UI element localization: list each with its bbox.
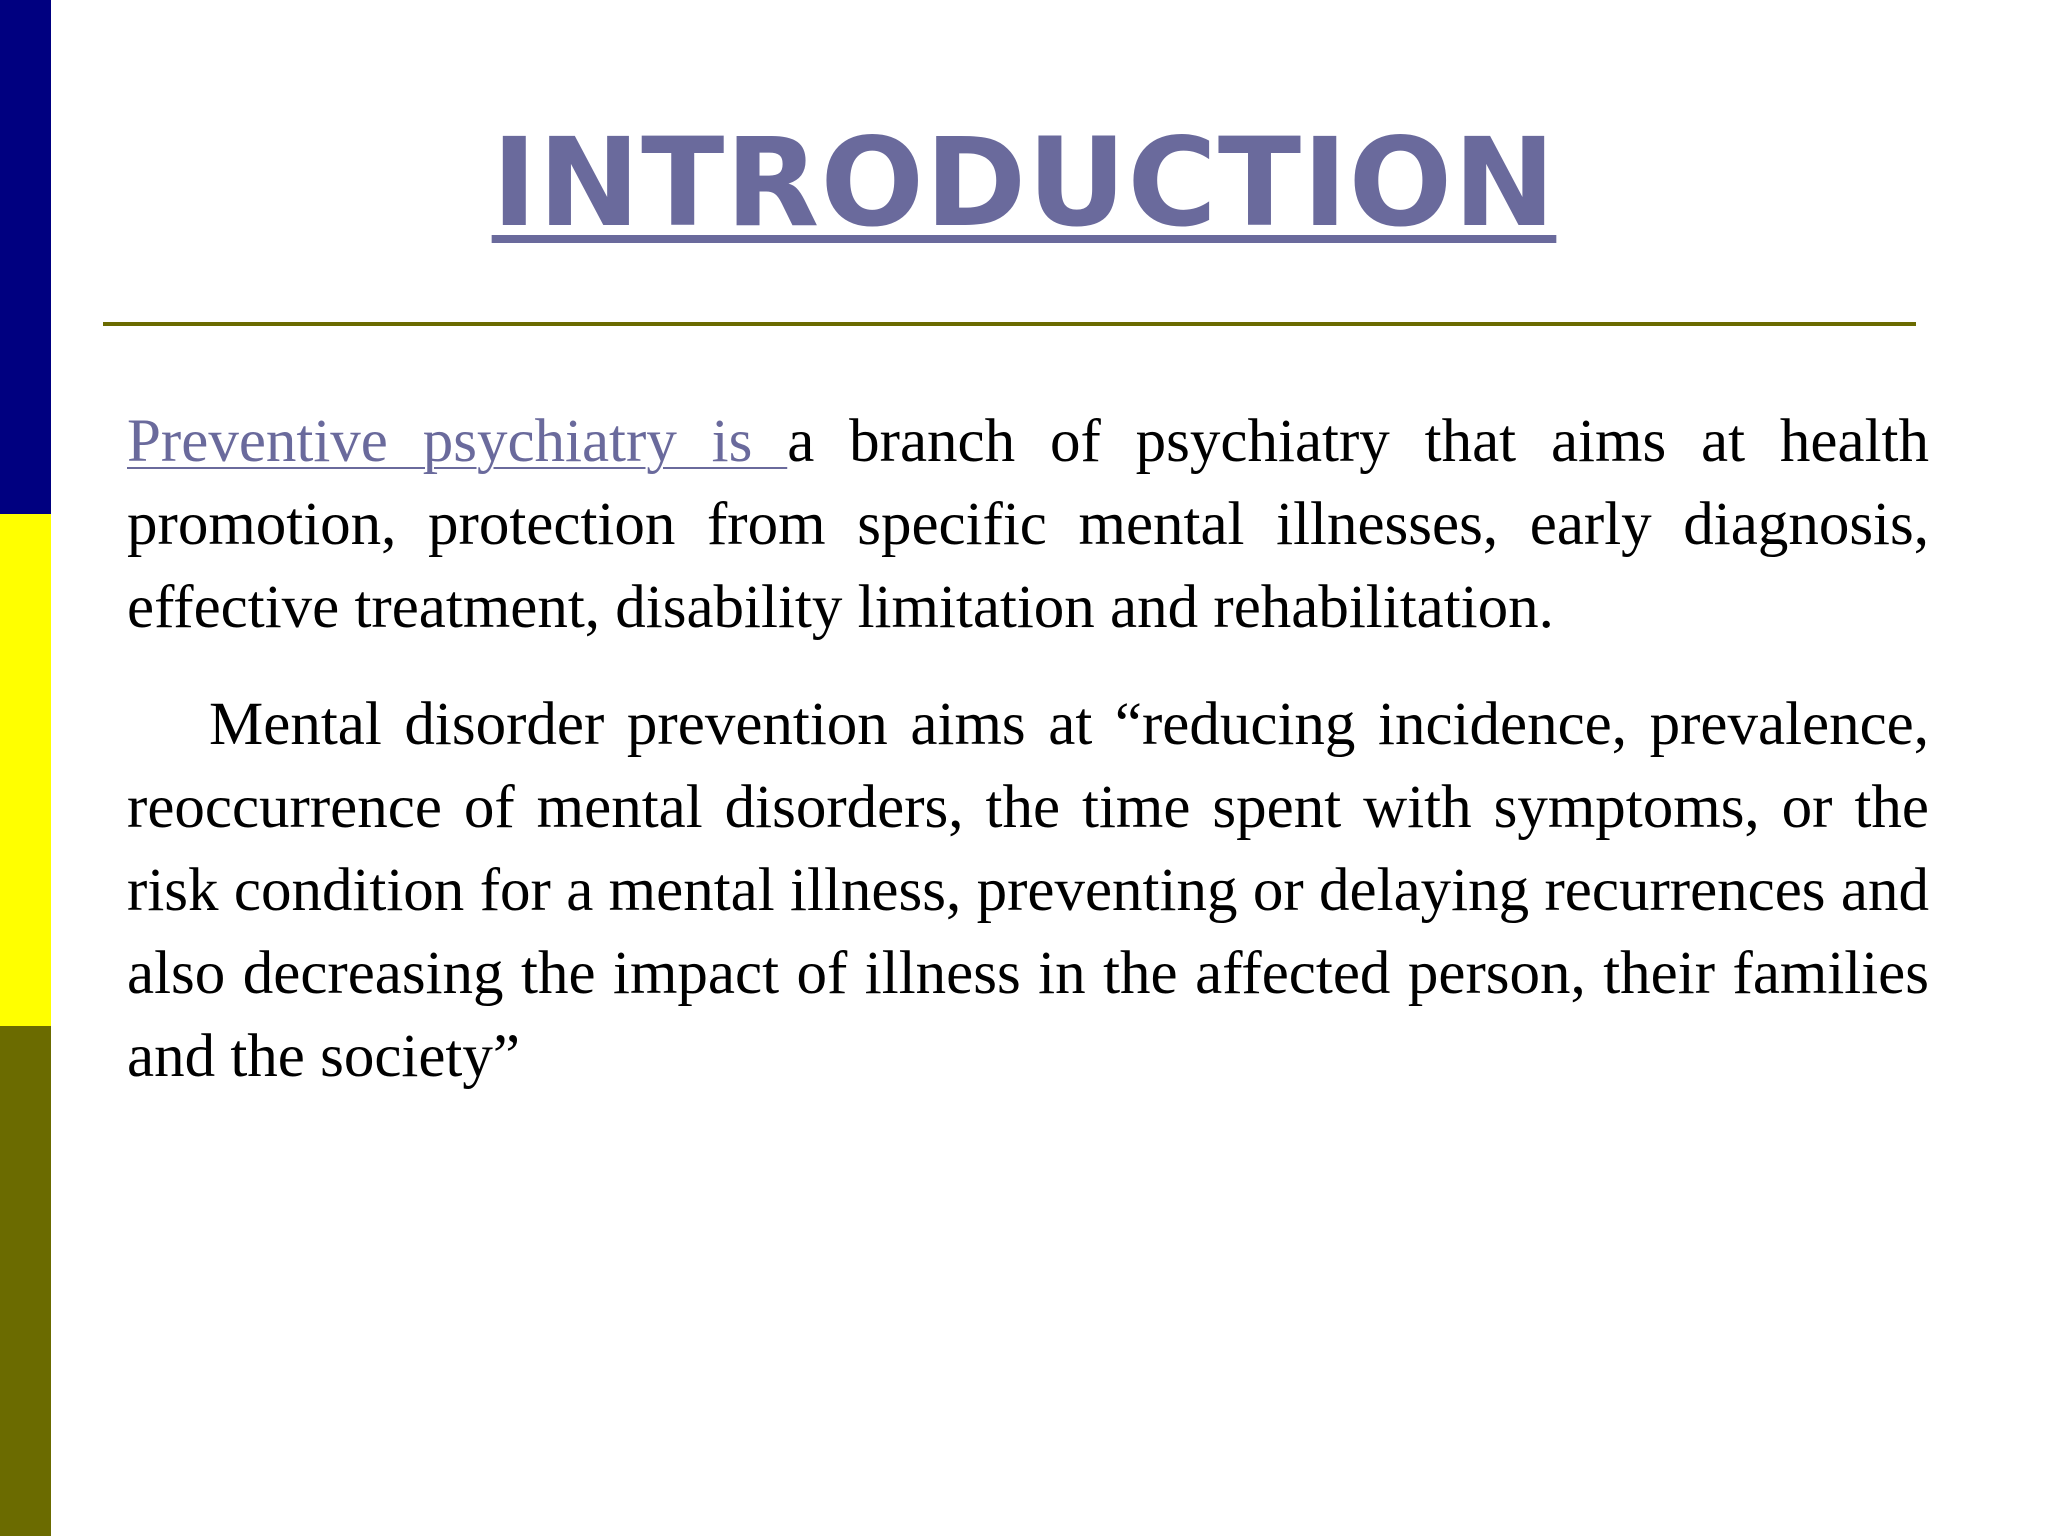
slide-title: [0, 108, 2048, 258]
title-divider: [103, 322, 1916, 326]
preventive-psychiatry-link[interactable]: Preventive psychiatry is: [127, 408, 788, 475]
side-bar-yellow-segment: [0, 514, 51, 1026]
prevention-definition-paragraph: Mental disorder prevention aims at “reducing incidence, prevalence, reoccurrence of mental disorders, the time spent with symptoms, or the risk condition for a mental illness, preventing or delaying recurrences and also decreasing the impact of illness in the affected person, their families and the society”: [127, 691, 1929, 1090]
side-bar-olive-segment: [0, 1026, 51, 1536]
intro-paragraph: [127, 400, 1929, 649]
slide-title-text: INTRODUCTION: [491, 112, 1557, 254]
intro-paragraph-text: a branch of psychiatry that aims at health promotion, protection from specific mental illnesses, early diagnosis, effective treatment, disability limitation and rehabilitation.: [127, 408, 1929, 641]
